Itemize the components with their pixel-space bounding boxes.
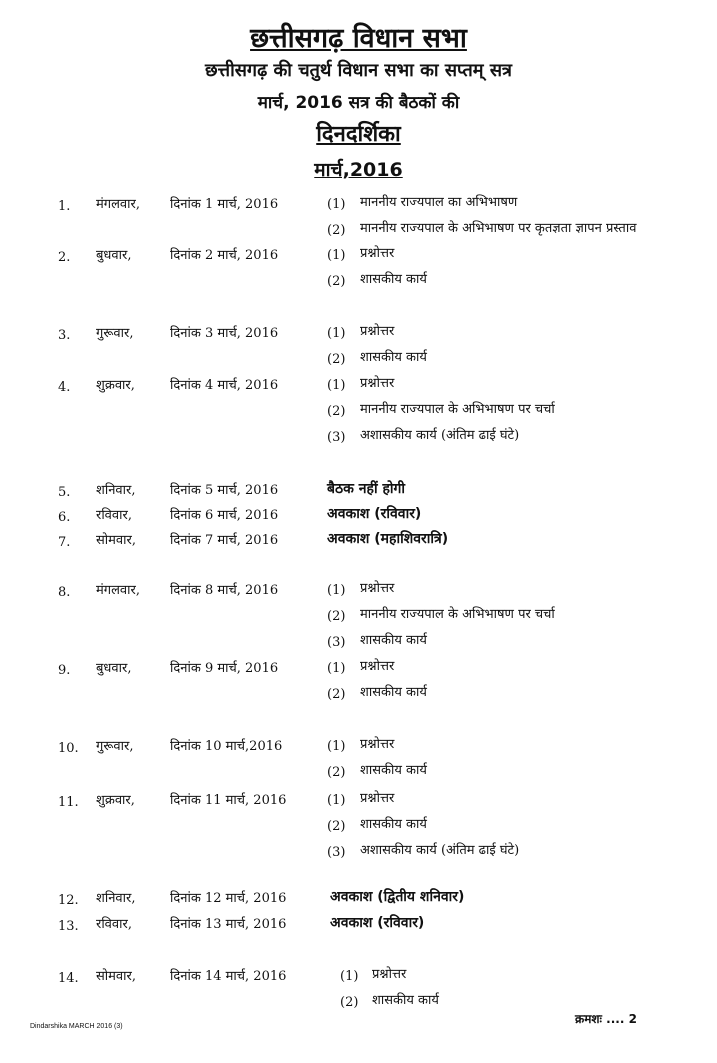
agenda-item-text: प्रश्नोत्तर [360, 791, 395, 806]
entry-day: मंगलवार, [96, 583, 140, 598]
agenda-item-number: (1) [327, 583, 346, 598]
agenda-item-text: शासकीय कार्य [360, 272, 427, 287]
entry-number: 2. [58, 250, 71, 265]
entry-day: शुक्रवार, [96, 378, 135, 393]
entry-date: दिनांक 1 मार्च, 2016 [170, 197, 279, 212]
entry-date: दिनांक 9 मार्च, 2016 [170, 661, 279, 676]
agenda-item-text: प्रश्नोत्तर [360, 659, 395, 674]
sittings-subtitle: मार्च, 2016 सत्र की बैठकों की [257, 93, 460, 113]
entry-number: 1. [58, 199, 71, 214]
agenda-item-number: (2) [327, 819, 346, 834]
agenda-item-text: प्रश्नोत्तर [360, 324, 395, 339]
agenda-item-number: (2) [327, 687, 346, 702]
session-subtitle: छत्तीसगढ़ की चतुर्थ विधान सभा का सप्तम् सत्र [205, 60, 512, 81]
entry-date: दिनांक 4 मार्च, 2016 [170, 378, 279, 393]
agenda-item-text: माननीय राज्यपाल के अभिभाषण पर चर्चा [360, 607, 555, 622]
entry-date: दिनांक 2 मार्च, 2016 [170, 248, 279, 263]
entry-number: 6. [58, 510, 71, 525]
continued-label: क्रमशः .... 2 [575, 1012, 637, 1026]
calendar-heading: दिनदर्शिका [316, 122, 401, 147]
entry-date: दिनांक 14 मार्च, 2016 [170, 969, 287, 984]
agenda-item-text: अशासकीय कार्य (अंतिम ढाई घंटे) [360, 843, 520, 858]
agenda-item-number: (2) [327, 765, 346, 780]
agenda-item-text: शासकीय कार्य [372, 993, 439, 1008]
agenda-item-text: शासकीय कार्य [360, 633, 427, 648]
agenda-item-number: (3) [327, 635, 346, 650]
entry-day: बुधवार, [96, 248, 132, 263]
entry-number: 8. [58, 585, 71, 600]
entry-day: रविवार, [96, 508, 132, 523]
entry-day: सोमवार, [96, 969, 136, 984]
entry-number: 5. [58, 485, 71, 500]
entry-day: शुक्रवार, [96, 793, 135, 808]
entry-number: 14. [58, 971, 79, 986]
entry-date: दिनांक 13 मार्च, 2016 [170, 917, 287, 932]
entry-date: दिनांक 12 मार्च, 2016 [170, 891, 287, 906]
agenda-item-number: (1) [327, 793, 346, 808]
agenda-item-text: प्रश्नोत्तर [360, 376, 395, 391]
agenda-item-text: शासकीय कार्य [360, 685, 427, 700]
agenda-item-text: माननीय राज्यपाल का अभिभाषण [360, 195, 518, 210]
entry-date: दिनांक 11 मार्च, 2016 [170, 793, 287, 808]
entry-number: 7. [58, 535, 71, 550]
agenda-item-number: (2) [327, 274, 346, 289]
agenda-item-text: प्रश्नोत्तर [360, 581, 395, 596]
agenda-item-text: प्रश्नोत्तर [360, 246, 395, 261]
entry-date: दिनांक 10 मार्च,2016 [170, 739, 283, 754]
entry-number: 9. [58, 663, 71, 678]
entry-date: दिनांक 8 मार्च, 2016 [170, 583, 279, 598]
agenda-item-text: प्रश्नोत्तर [372, 967, 407, 982]
entry-number: 4. [58, 380, 71, 395]
agenda-item-number: (1) [327, 326, 346, 341]
sitting-note: अवकाश (द्वितीय शनिवार) [330, 889, 465, 905]
entry-date: दिनांक 3 मार्च, 2016 [170, 326, 279, 341]
entry-date: दिनांक 5 मार्च, 2016 [170, 483, 279, 498]
entry-day: बुधवार, [96, 661, 132, 676]
agenda-item-number: (2) [340, 995, 359, 1010]
sitting-note: अवकाश (रविवार) [330, 915, 425, 931]
agenda-item-number: (1) [327, 248, 346, 263]
agenda-item-text: माननीय राज्यपाल के अभिभाषण पर कृतज्ञता ज्ञापन प्रस्ताव [360, 221, 637, 236]
entry-number: 12. [58, 893, 79, 908]
agenda-item-text: शासकीय कार्य [360, 350, 427, 365]
agenda-item-number: (2) [327, 609, 346, 624]
agenda-item-text: अशासकीय कार्य (अंतिम ढाई घंटे) [360, 428, 520, 443]
agenda-item-text: शासकीय कार्य [360, 763, 427, 778]
sitting-note: बैठक नहीं होगी [327, 481, 406, 497]
agenda-item-number: (1) [340, 969, 359, 984]
entry-number: 11. [58, 795, 79, 810]
entry-date: दिनांक 6 मार्च, 2016 [170, 508, 279, 523]
sitting-note: अवकाश (रविवार) [327, 506, 422, 522]
agenda-item-number: (2) [327, 223, 346, 238]
entry-day: सोमवार, [96, 533, 136, 548]
agenda-item-number: (1) [327, 197, 346, 212]
agenda-item-number: (3) [327, 845, 346, 860]
entry-day: मंगलवार, [96, 197, 140, 212]
agenda-item-number: (1) [327, 739, 346, 754]
agenda-item-number: (1) [327, 378, 346, 393]
entry-number: 3. [58, 328, 71, 343]
month-heading: मार्च,2016 [314, 159, 403, 181]
agenda-item-number: (3) [327, 430, 346, 445]
entry-number: 13. [58, 919, 79, 934]
document-title: छत्तीसगढ़ विधान सभा [250, 23, 467, 54]
sitting-note: अवकाश (महाशिवरात्रि) [327, 531, 449, 547]
entry-day: शनिवार, [96, 891, 136, 906]
footer-file-label: Dindarshika MARCH 2016 (3) [30, 1023, 123, 1030]
agenda-item-text: प्रश्नोत्तर [360, 737, 395, 752]
entry-day: शनिवार, [96, 483, 136, 498]
entry-day: रविवार, [96, 917, 132, 932]
agenda-item-text: शासकीय कार्य [360, 817, 427, 832]
agenda-item-number: (2) [327, 352, 346, 367]
entry-day: गुरूवार, [96, 739, 134, 754]
agenda-item-text: माननीय राज्यपाल के अभिभाषण पर चर्चा [360, 402, 555, 417]
agenda-item-number: (1) [327, 661, 346, 676]
entry-number: 10. [58, 741, 79, 756]
agenda-item-number: (2) [327, 404, 346, 419]
entry-date: दिनांक 7 मार्च, 2016 [170, 533, 279, 548]
entry-day: गुरूवार, [96, 326, 134, 341]
